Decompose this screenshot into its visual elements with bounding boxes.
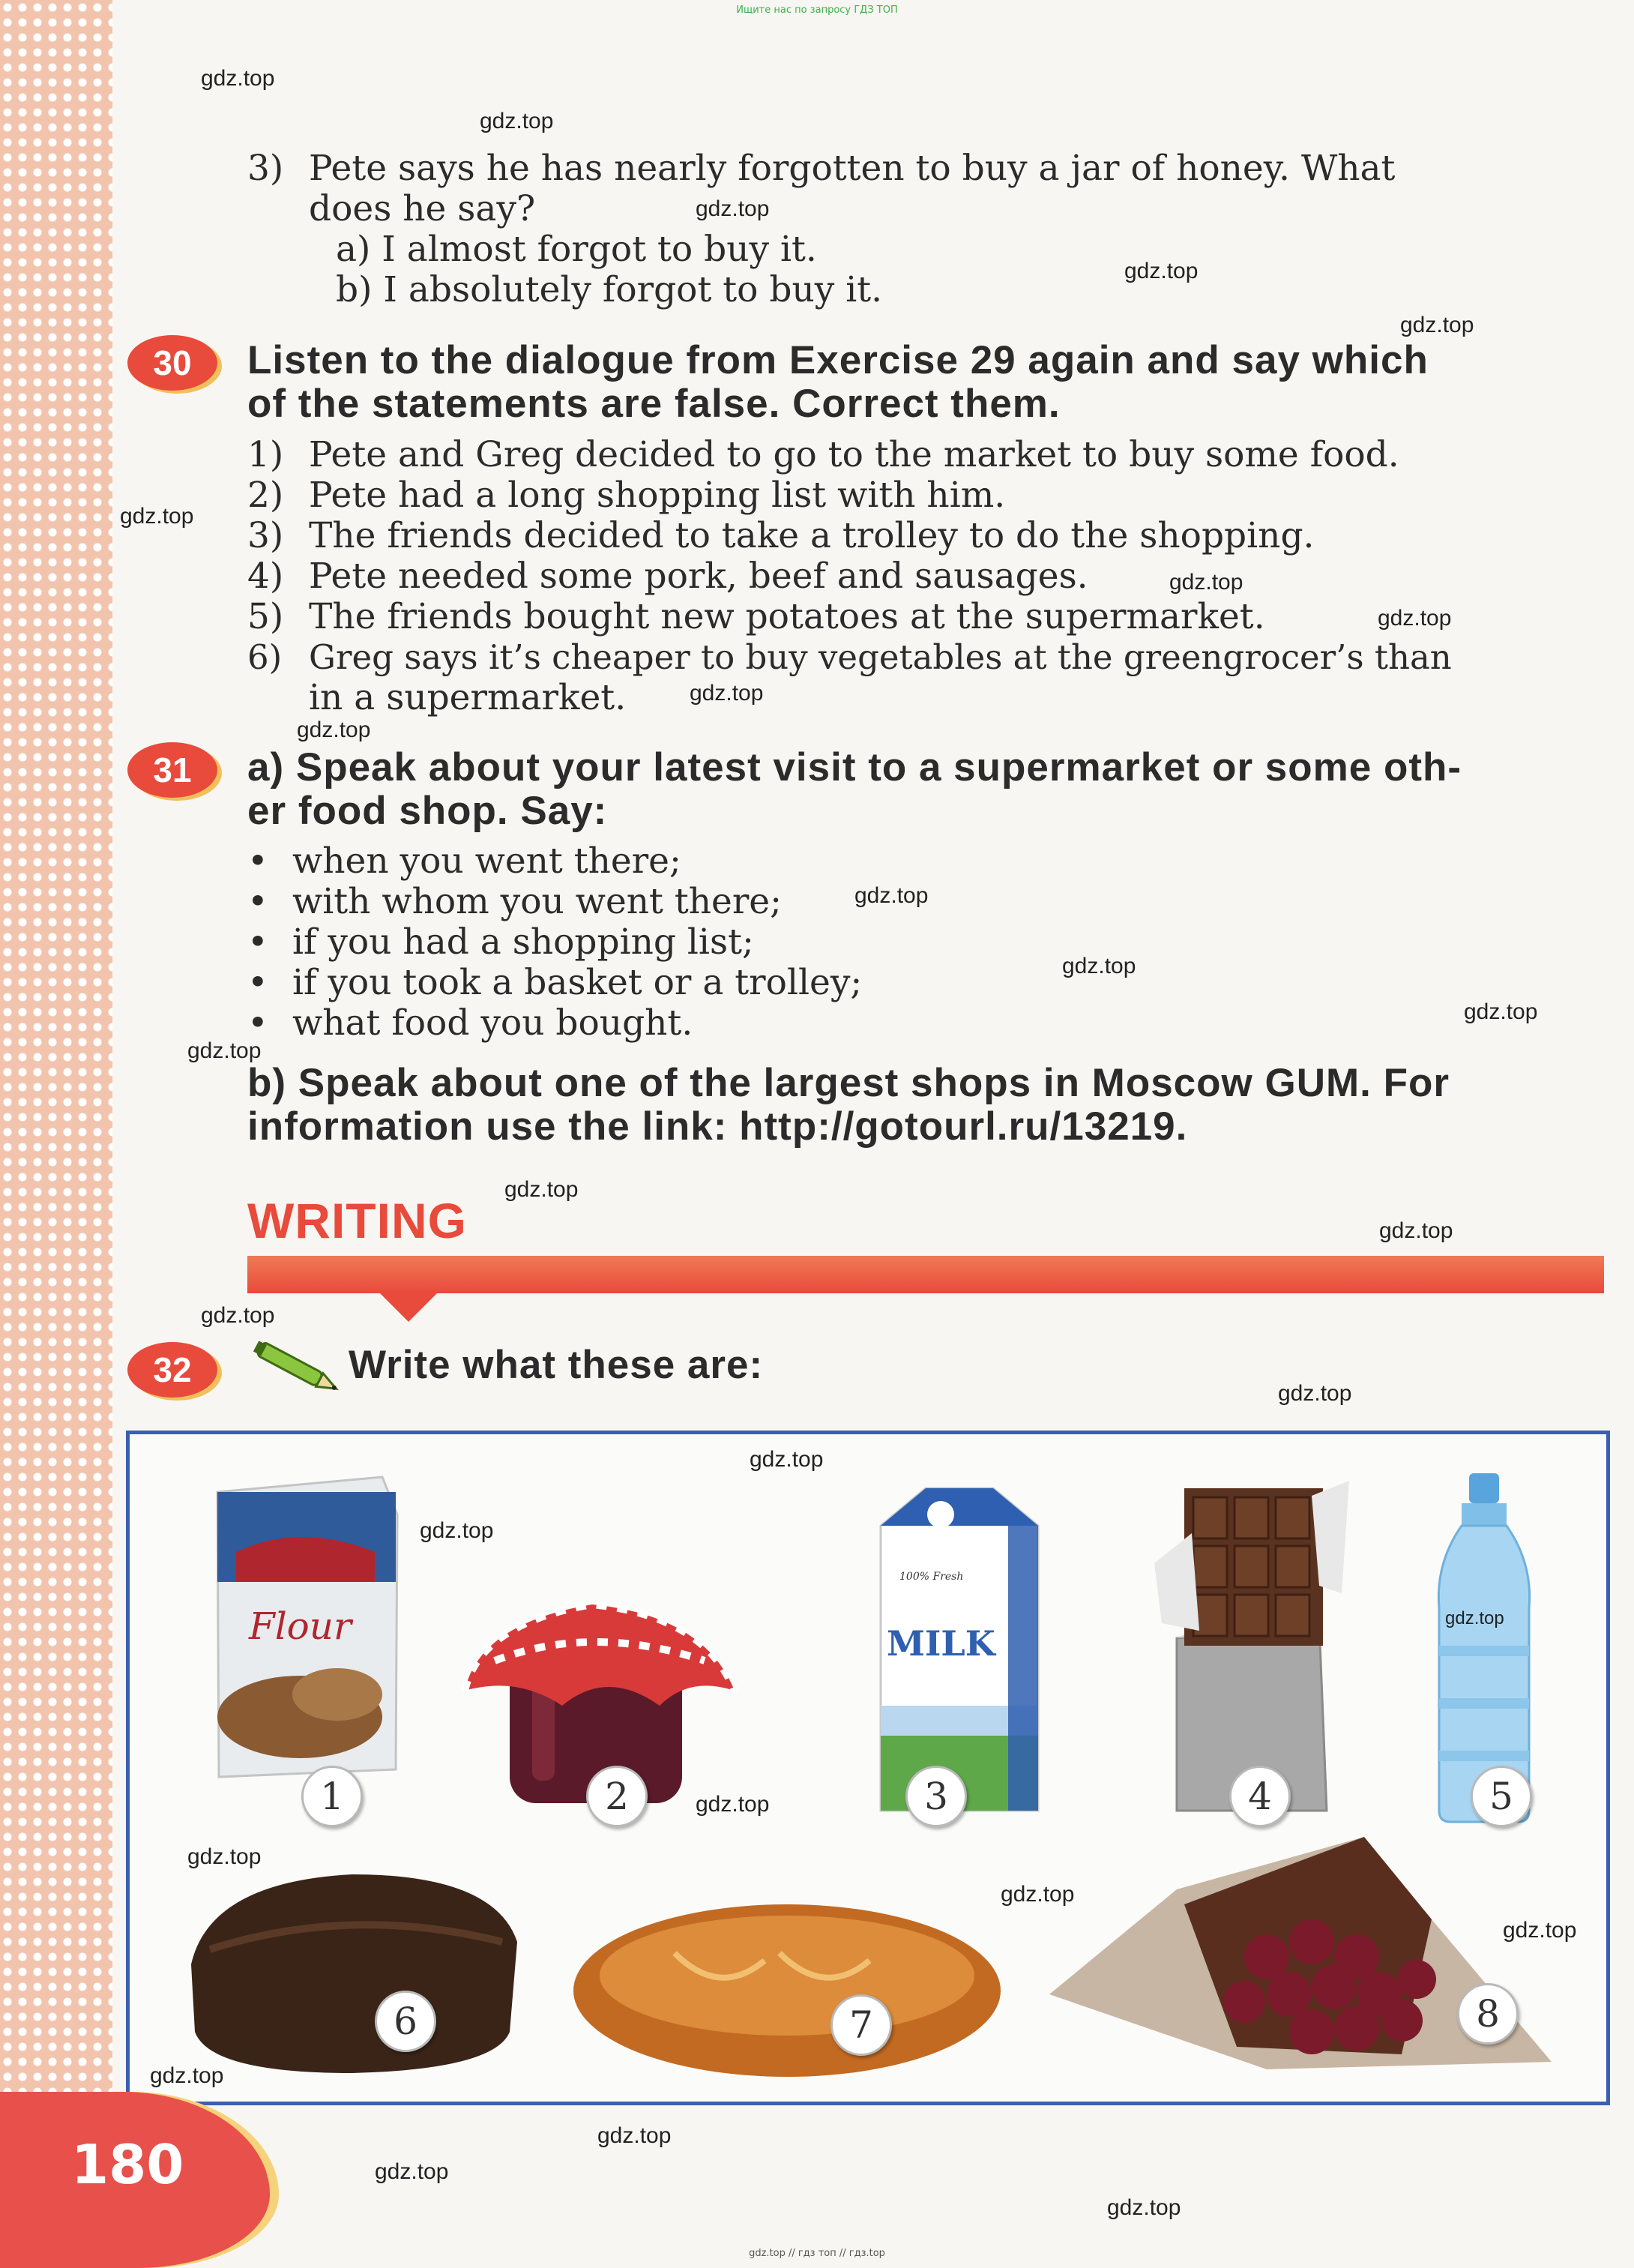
statement-number: 2) (247, 475, 284, 516)
footer-note: gdz.top // гдз топ // гдз.top (749, 2248, 885, 2259)
ex30-statement (247, 475, 1604, 516)
watermark: gdz.top (1169, 570, 1243, 595)
statement-number: 5) (247, 596, 284, 637)
statement-text: Greg says it’s cheaper to buy vegetables at the greengrocer’s than (309, 637, 1452, 677)
decorative-dotted-strip (0, 0, 112, 2099)
ex31-bullet: • with whom you went there; (247, 881, 782, 922)
picture-number: 7 (830, 1994, 892, 2056)
ex29-option-b: b) I absolutely forgot to buy it. (336, 269, 883, 310)
bullet-text: with whom you went there; (292, 881, 782, 922)
watermark: gdz.top (1464, 999, 1538, 1024)
watermark: gdz.top (187, 1038, 262, 1063)
watermark: gdz.top (690, 681, 764, 706)
milk-small-label: 100% Fresh (899, 1571, 964, 1583)
ex31-part-b (247, 1062, 1604, 1149)
ex31-b-line1: b) Speak about one of the largest shops in Moscow GUM. For (247, 1061, 1450, 1105)
flour-bag-picture (202, 1470, 405, 1784)
watermark: gdz.top (297, 718, 371, 742)
ex30-statement-list (247, 435, 1604, 718)
ex31-part-a (247, 746, 1604, 833)
watermark: gdz.top (504, 1177, 579, 1202)
ex30-statement (247, 435, 1604, 475)
watermark: gdz.top (1400, 313, 1474, 337)
statement-text: The friends decided to take a trolley to do the shopping. (309, 515, 1315, 556)
watermark: gdz.top (120, 504, 194, 529)
bullet-text: if you had a shopping list; (292, 921, 754, 963)
picture-number: 5 (1471, 1766, 1532, 1827)
watermark: gdz.top (1062, 954, 1136, 978)
watermark: gdz.top (1445, 1608, 1504, 1628)
statement-text: Pete had a long shopping list with him. (309, 475, 1006, 516)
ex30-statement (247, 516, 1604, 556)
flour-label: Flour (249, 1604, 352, 1648)
ex31-a-line1: a) Speak about your latest visit to a supermarket or some oth- (247, 745, 1462, 789)
ex31-bullet-list (247, 841, 1372, 1044)
watermark: gdz.top (1378, 606, 1452, 631)
exercise-31-badge: 31 (127, 742, 217, 798)
statement-text: Pete and Greg decided to go to the market to buy some food. (309, 434, 1399, 475)
ex31-b-line2: information use the link: http://gotourl.ru/13219. (247, 1104, 1188, 1149)
picture-number: 1 (301, 1766, 363, 1827)
watermark: gdz.top (187, 1844, 262, 1869)
ex31-a-line2: er food shop. Say: (247, 789, 608, 833)
picture-number: 3 (905, 1766, 967, 1827)
ex30-instruction-line1: Listen to the dialogue from Exercise 29 again and say which (247, 338, 1429, 382)
exercise-32-badge: 32 (127, 1342, 217, 1398)
statement-text: Pete needed some pork, beef and sausages. (309, 556, 1088, 597)
ex30-statement (247, 556, 1604, 597)
writing-section-title: WRITING (247, 1193, 467, 1248)
ex32-instruction: Write what these are: (349, 1343, 764, 1387)
watermark: gdz.top (1503, 1918, 1577, 1943)
ex30-instruction-line2: of the statements are false. Correct them. (247, 382, 1061, 426)
watermark: gdz.top (1107, 2195, 1181, 2220)
watermark: gdz.top (696, 196, 770, 221)
watermark: gdz.top (750, 1447, 824, 1472)
ex29-question-3 (247, 148, 1604, 310)
ex31-bullet: • if you took a basket or a trolley; (247, 962, 863, 1003)
watermark: gdz.top (201, 66, 275, 91)
picture-number: 6 (375, 1991, 436, 2052)
writing-section-bar (247, 1256, 1604, 1293)
picture-number: 2 (586, 1766, 648, 1827)
watermark: gdz.top (201, 1303, 275, 1328)
ex29-q3-line2: does he say? (309, 188, 536, 229)
ex30-statement (247, 637, 1604, 678)
watermark: gdz.top (375, 2159, 449, 2184)
picture-number: 8 (1457, 1983, 1519, 2045)
rye-bread-picture (180, 1859, 525, 2077)
bullet-text: when you went there; (292, 840, 681, 882)
watermark: gdz.top (480, 109, 554, 133)
watermark: gdz.top (1124, 259, 1199, 283)
statement-number: 1) (247, 434, 284, 475)
exercise-30-badge: 30 (127, 335, 217, 391)
watermark: gdz.top (420, 1518, 494, 1543)
statement-text: The friends bought new potatoes at the supermarket. (309, 596, 1265, 637)
white-loaf-picture (570, 1893, 1004, 2081)
ex29-q3-line1: Pete says he has nearly forgotten to buy a jar of honey. What (309, 148, 1396, 189)
ex31-bullet: • when you went there; (247, 840, 681, 882)
watermark: gdz.top (1278, 1381, 1352, 1406)
pen-icon (247, 1335, 345, 1402)
ex31-bullet: • what food you bought. (247, 1002, 693, 1044)
watermark: gdz.top (150, 2063, 224, 2088)
writing-bar-notch (379, 1292, 438, 1322)
milk-carton-picture (873, 1481, 1049, 1822)
header-note: Ищите нас по запросу ГДЗ ТОП (736, 4, 898, 16)
statement-number: 3) (247, 515, 284, 556)
picture-number: 4 (1229, 1766, 1291, 1827)
watermark: gdz.top (1001, 1882, 1075, 1907)
milk-label: MILK (887, 1623, 995, 1664)
watermark: gdz.top (597, 2123, 672, 2148)
chocolate-bar-picture (1132, 1473, 1357, 1818)
watermark: gdz.top (854, 883, 929, 908)
ex29-option-a: a) I almost forgot to buy it. (336, 229, 817, 270)
watermark: gdz.top (1379, 1218, 1453, 1243)
page-number: 180 (71, 2133, 184, 2196)
bullet-text: what food you bought. (292, 1002, 693, 1044)
ex29-q3-number: 3) (247, 148, 284, 189)
watermark: gdz.top (696, 1792, 770, 1817)
bullet-text: if you took a basket or a trolley; (292, 962, 863, 1003)
ex31-bullet: • if you had a shopping list; (247, 921, 754, 963)
statement-number: 4) (247, 556, 284, 597)
ex30-instruction (247, 339, 1604, 426)
statement-number: 6) (247, 637, 283, 677)
ex30-statement6-continuation: in a supermarket. (309, 677, 627, 718)
